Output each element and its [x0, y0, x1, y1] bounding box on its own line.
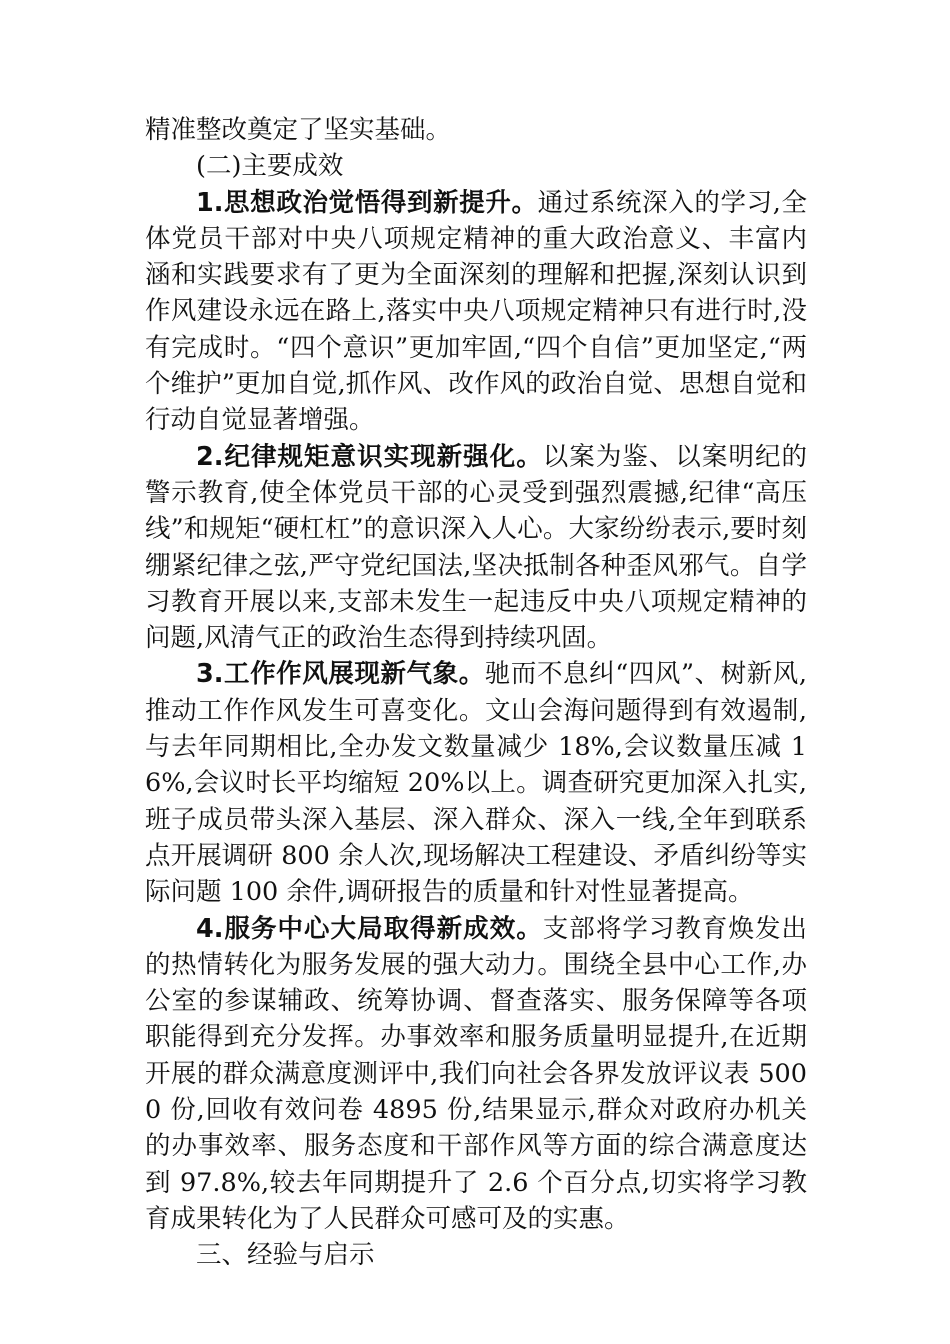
paragraph-lead-heading: 4.服务中心大局取得新成效。: [196, 913, 543, 944]
paragraph-text: 支部将学习教育焕发出的热情转化为服务发展的强大动力。围绕全县中心工作,办公室的参谋辅政、统筹协调、督查落实、服务保障等各项职能得到充分发挥。办事效率和服务质量明显提升,在近期开展的群众满意度测评中,我们向社会各界发放评议表 5000 份,回收有效问卷 4895 份,结果显示,群众对政府办机关的办事效率、服务态度和干部作风等方面的综合满意度达到 97.8%,较去年同期提升了 2.6 个百分点,切实将学习教育成果转化为了人民群众可感可及的实惠。: [145, 913, 807, 1234]
document-body: [145, 112, 807, 1274]
paragraph-continuation: 精准整改奠定了坚实基础。: [145, 115, 452, 145]
paragraph-lead-heading: 2.纪律规矩意识实现新强化。: [196, 441, 543, 472]
paragraph-ideological-awareness: [145, 185, 807, 439]
paragraph-discipline-awareness: [145, 439, 807, 657]
section-heading-experience: 三、经验与启示: [196, 1240, 375, 1271]
paragraph-work-style: [145, 656, 807, 910]
paragraph-text: 以案为鉴、以案明纪的警示教育,使全体党员干部的心灵受到强烈震撼,纪律“高压线”和规矩“硬杠杠”的意识深入人心。大家纷纷表示,要时刻绷紧纪律之弦,严守党纪国法,坚决抵制各种歪风邪气。自学习教育开展以来,支部未发生一起违反中央八项规定精神的问题,风清气正的政治生态得到持续巩固。: [145, 441, 807, 654]
paragraph-lead-heading: 3.工作作风展现新气象。: [196, 659, 485, 690]
paragraph-text: 通过系统深入的学习,全体党员干部对中央八项规定精神的重大政治意义、丰富内涵和实践要求有了更为全面深刻的理解和把握,深刻认识到作风建设永远在路上,落实中央八项规定精神只有进行时,没有完成时。“四个意识”更加牢固,“四个自信”更加坚定,“两个维护”更加自觉,抓作风、改作风的政治自觉、思想自觉和行动自觉显著增强。: [145, 187, 807, 436]
paragraph-service-results: [145, 911, 807, 1238]
paragraph-lead-heading: 1.思想政治觉悟得到新提升。: [196, 187, 538, 218]
section-heading-main-results: (二)主要成效: [196, 151, 344, 182]
paragraph-text: 驰而不息纠“四风”、树新风,推动工作作风发生可喜变化。文山会海问题得到有效遏制,与去年同期相比,全办发文数量减少 18%,会议数量压减 16%,会议时长平均缩短 20%以上。调查研究更加深入扎实,班子成员带头深入基层、深入群众、深入一线,全年到联系点开展调研 800 余人次,现场解决工程建设、矛盾纠纷等实际问题 100 余件,调研报告的质量和针对性显著提高。: [145, 659, 807, 908]
